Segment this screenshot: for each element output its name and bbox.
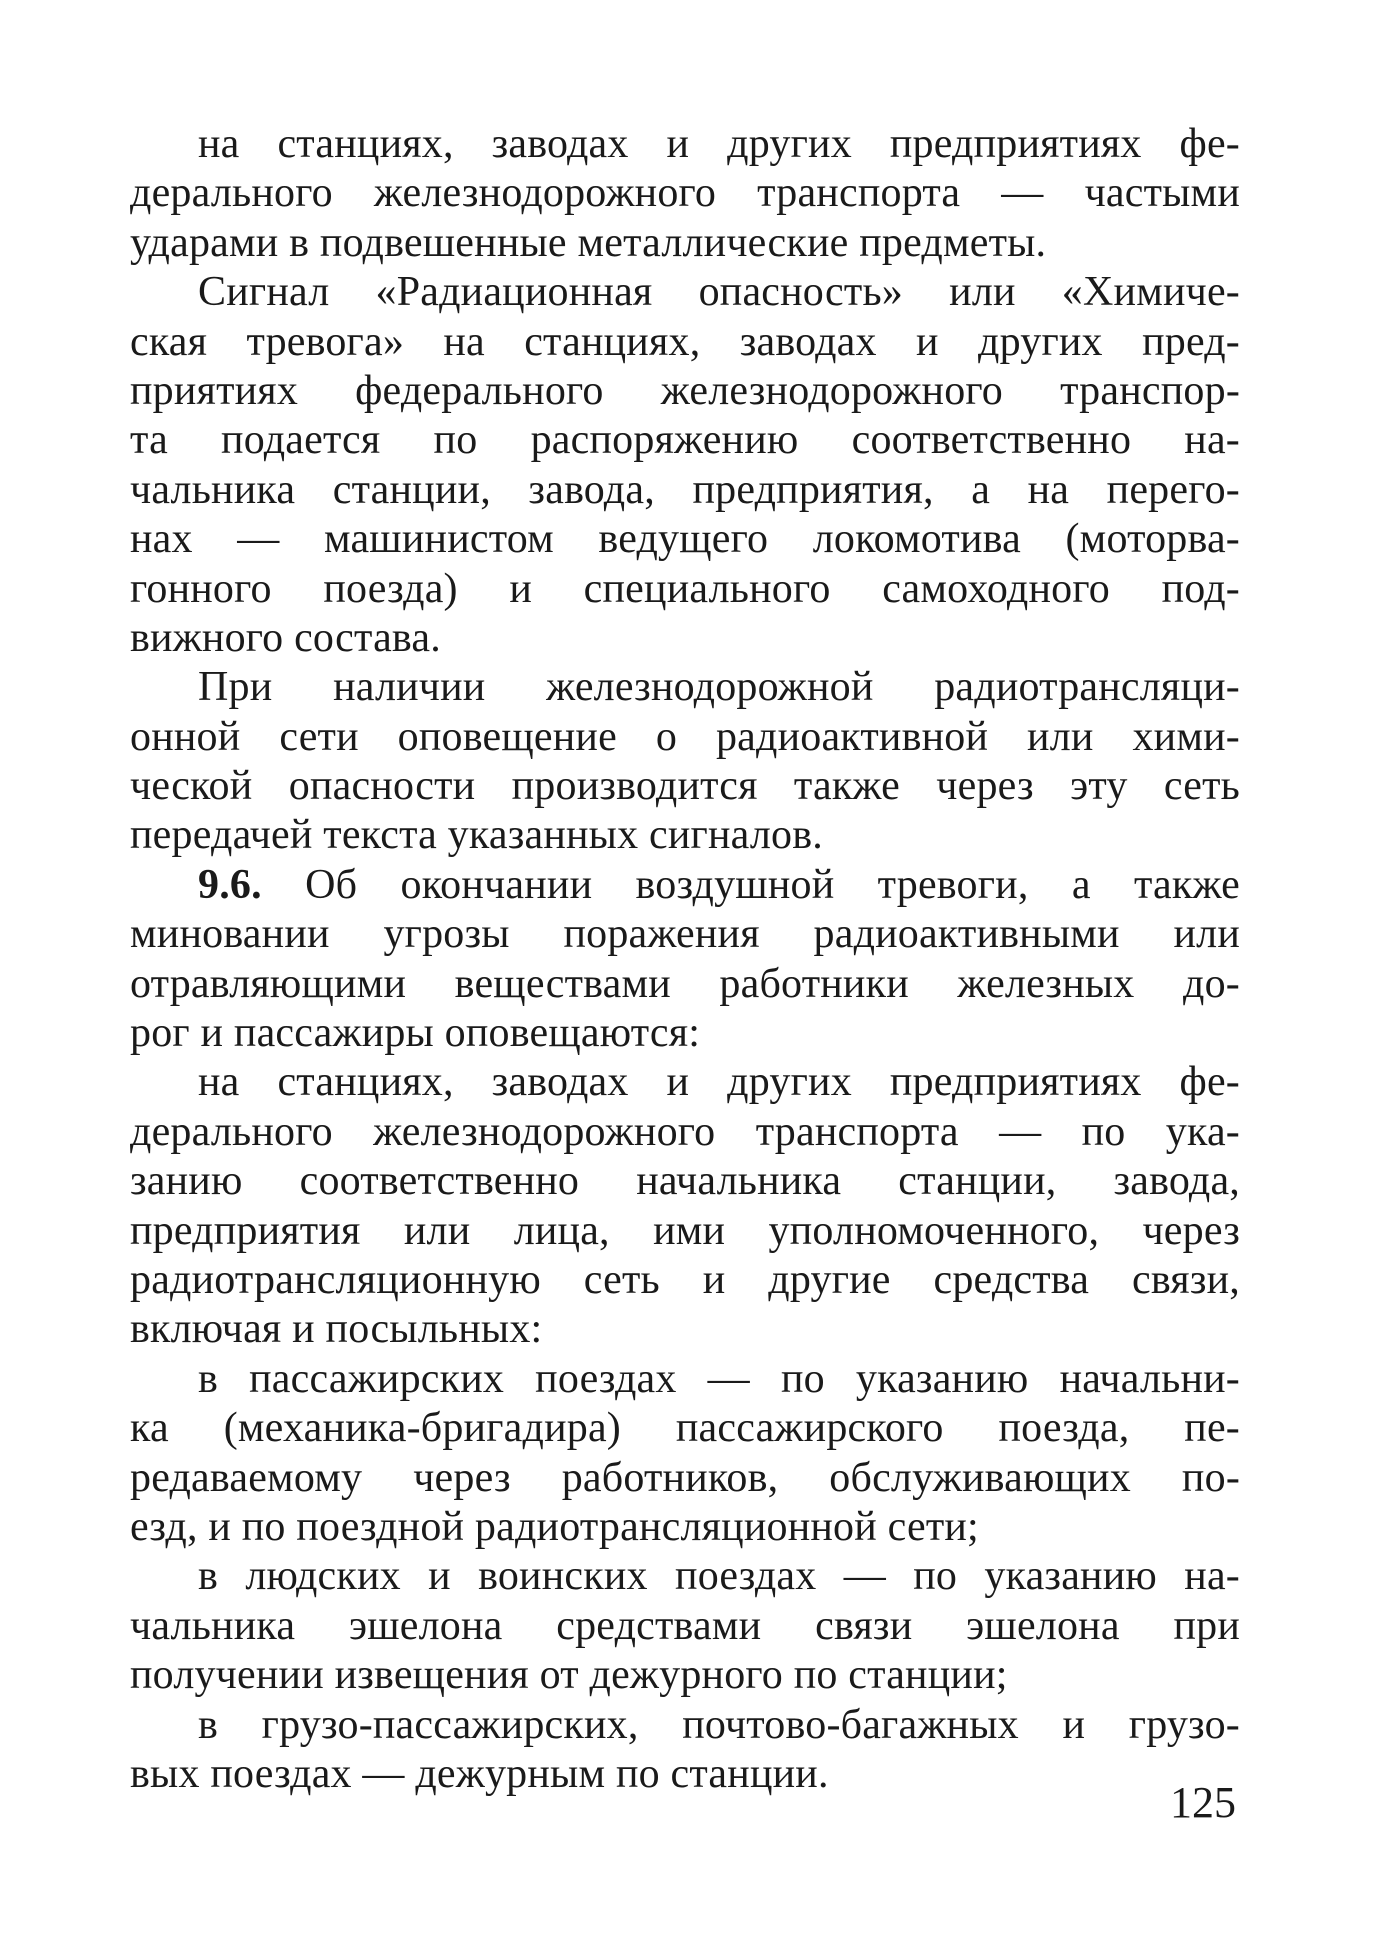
text-line: чальника эшелона средствами связи эшелона при: [130, 1602, 1240, 1649]
text-line: онной сети оповещение о радиоактивной или хими-: [130, 713, 1240, 760]
paragraph-3: [130, 663, 1240, 861]
page-body: [130, 120, 1240, 1799]
text-line: вижного состава.: [130, 614, 441, 661]
text-line: в людских и воинских поездах — по указанию на-: [198, 1553, 1240, 1600]
text-line: ская тревога» на станциях, заводах и других пред-: [130, 318, 1240, 365]
text-line: езд, и по поездной радиотрансляционной сети;: [130, 1503, 979, 1550]
text-line: ка (механика-бригадира) пассажирского поезда, пе-: [130, 1405, 1240, 1452]
text-line: Сигнал «Радиационная опасность» или «Химиче-: [198, 269, 1240, 316]
text-line: миновании угрозы поражения радиоактивными или: [130, 911, 1240, 958]
text-line: ческой опасности производится также через эту сеть: [130, 763, 1240, 810]
text-line: При наличии железнодорожной радиотрансляци-: [198, 664, 1240, 711]
text-line: отравляющими веществами работники железных до-: [130, 960, 1240, 1007]
text-line: рог и пассажиры оповещаются:: [130, 1010, 701, 1057]
page-number: 125: [1170, 1778, 1236, 1827]
paragraph-7: [130, 1552, 1240, 1700]
text-line: в грузо-пассажирских, почтово-багажных и грузо-: [198, 1701, 1240, 1748]
text-line-content: Об окончании воздушной тревоги, а также: [305, 861, 1240, 908]
text-line: гонного поезда) и специального самоходного под-: [130, 565, 1240, 612]
paragraph-5: [130, 1058, 1240, 1354]
paragraph-2: [130, 268, 1240, 663]
paragraph-1: [130, 120, 1240, 268]
text-line: редаваемому через работников, обслуживающих по-: [130, 1454, 1240, 1501]
text-line: занию соответственно начальника станции, завода,: [130, 1158, 1240, 1205]
text-line: ударами в подвешенные металлические предметы.: [130, 219, 1047, 266]
text-line: [130, 861, 1240, 910]
text-line: нах — машинистом ведущего локомотива (моторва-: [130, 516, 1240, 563]
text-line: вых поездах — дежурным по станции.: [130, 1750, 829, 1797]
text-line: получении извещения от дежурного по станции;: [130, 1652, 1008, 1699]
text-line: приятиях федерального железнодорожного транспор-: [130, 367, 1240, 414]
text-line: включая и посыльных:: [130, 1306, 543, 1353]
text-line: дерального железнодорожного транспорта — частыми: [130, 170, 1240, 217]
text-line: в пассажирских поездах — по указанию начальни-: [198, 1355, 1240, 1402]
paragraph-6: [130, 1355, 1240, 1553]
text-line: та подается по распоряжению соответственно на-: [130, 417, 1240, 464]
section-number: 9.6.: [198, 861, 262, 908]
text-line: чальника станции, завода, предприятия, а на перего-: [130, 466, 1240, 513]
text-line: передачей текста указанных сигналов.: [130, 812, 823, 859]
text-line: предприятия или лица, ими уполномоченного, через: [130, 1207, 1240, 1254]
text-line: дерального железнодорожного транспорта — по ука-: [130, 1108, 1240, 1155]
text-line: на станциях, заводах и других предприятиях фе-: [198, 1059, 1240, 1106]
section-9-6: [130, 861, 1240, 1059]
text-line: радиотрансляционную сеть и другие средства связи,: [130, 1256, 1240, 1303]
paragraph-8: [130, 1701, 1240, 1800]
text-line: на станциях, заводах и других предприятиях фе-: [198, 121, 1240, 167]
